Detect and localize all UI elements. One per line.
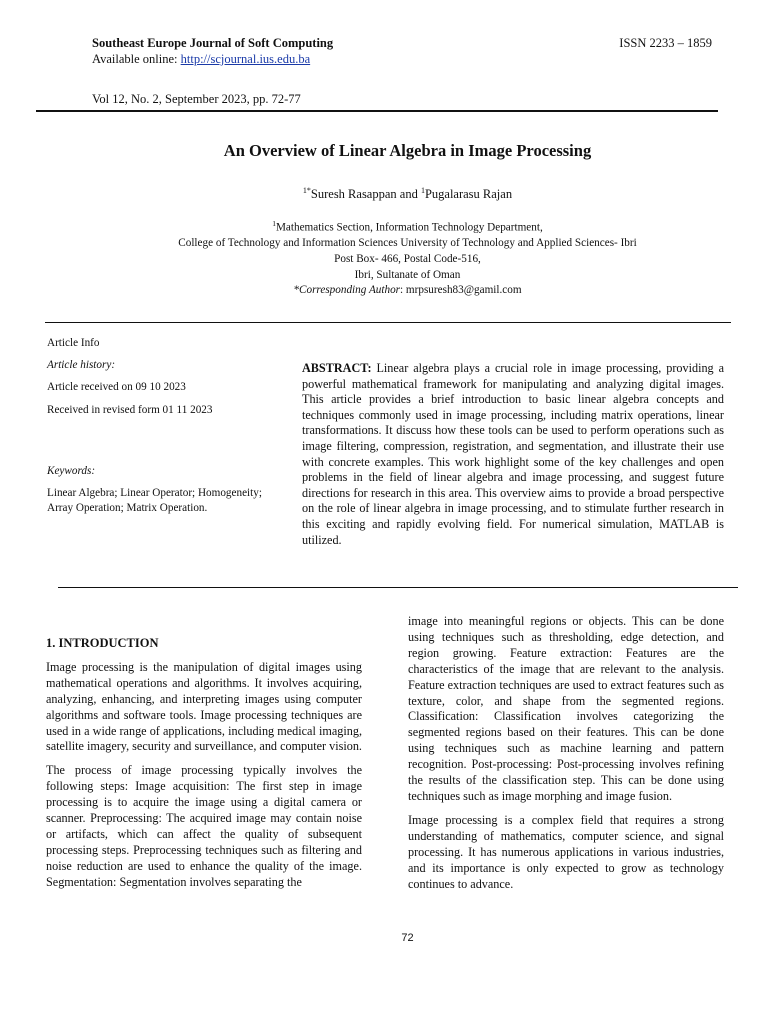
- affil-sup: 1: [272, 219, 276, 228]
- corr-label: *Corresponding Author: [293, 284, 401, 297]
- article-revised: Received in revised form 01 11 2023: [47, 404, 213, 416]
- intro-paragraph-3: image into meaningful regions or objects. This can be done using techniques such as thresholding, edge detection, and region growing. Feature extraction: Features are the characteristics of the image that are relevant to the analysis. Feature extraction techniques are used to extract features such as texture, color, and shape from the segmented regions. Classification: Classification involves categorizing the segmented regions based on their features. This can be done using techniques such as machine learning and pattern recognition. Post-processing: Post-processing involves refining the results of the classification step. This can be done using techniques such as image morphing and image fusion.: [408, 614, 724, 803]
- affil-line3: Post Box- 466, Postal Code-516,: [334, 252, 481, 265]
- info-divider-bottom: [58, 587, 738, 588]
- article-history-label: Article history:: [47, 359, 116, 371]
- affiliation: [0, 216, 770, 299]
- intro-paragraph-2: The process of image processing typically involves the following steps: Image acquisition: The first step in image processing is to acquire the image using a digital camera or scanner. Preprocessing: The acquired image may contain noise or artifacts, which can affect the quality of subsequent processing steps. Preprocessing techniques such as filtering and noise reduction are used to enhance the quality of the image. Segmentation: Segmentation involves separating the: [46, 763, 362, 889]
- paper-title: An Overview of Linear Algebra in Image Processing: [223, 141, 592, 160]
- abstract: [302, 361, 724, 548]
- right-column: [408, 614, 724, 900]
- corr-email: : mrpsuresh83@gamil.com: [400, 284, 522, 297]
- keywords-label: Keywords:: [47, 465, 96, 477]
- page-number: 72: [401, 932, 414, 944]
- journal-name: Southeast Europe Journal of Soft Computing: [92, 36, 334, 50]
- author1-name: Suresh Rasappan and: [310, 187, 421, 202]
- affil-line2: College of Technology and Information Sciences University of Technology and Applied Sciences- Ibri: [178, 237, 637, 250]
- section-heading-introduction: 1. INTRODUCTION: [46, 636, 159, 650]
- intro-paragraph-4: Image processing is a complex field that requires a strong understanding of mathematics, computer science, and signal processing. It has numerous applications in various industries, and its importance is only expected to grow as technology continues to advance.: [408, 812, 724, 891]
- keywords-list: Linear Algebra; Linear Operator; Homogeneity; Array Operation; Matrix Operation.: [47, 487, 262, 514]
- article-received: Article received on 09 10 2023: [47, 381, 186, 393]
- journal-url-link[interactable]: http://scjournal.ius.edu.ba: [180, 52, 311, 66]
- intro-paragraph-1: Image processing is the manipulation of digital images using mathematical operations and algorithms. It involves acquiring, analyzing, enhancing, and interpreting images using computer algorithms and software tools. Image processing techniques are used in a wide range of applications, including medical imaging, satellite imagery, security and surveillance, and computer vision.: [46, 659, 362, 754]
- volume-info: Vol 12, No. 2, September 2023, pp. 72-77: [92, 92, 301, 106]
- left-column: [46, 636, 362, 899]
- article-info: [47, 336, 287, 516]
- header-divider: [36, 110, 718, 112]
- author2-name: Pugalarasu Rajan: [424, 187, 513, 202]
- available-label: Available online:: [92, 52, 181, 66]
- info-divider-top: [45, 322, 731, 323]
- author1-sup: 1*: [302, 186, 311, 195]
- affil-line4: Ibri, Sultanate of Oman: [354, 268, 461, 281]
- abstract-label: ABSTRACT:: [302, 361, 372, 375]
- authors: [0, 186, 770, 202]
- abstract-text: Linear algebra plays a crucial role in image processing, providing a powerful mathematical framework for manipulating and analyzing digital images. This article provides a brief introduction to basic linear algebra concepts and techniques commonly used in image processing, including matrix operations, linear transformations. It discuss how these tools can be used to perform operations such as image filtering, compression, registration, and segmentation, and illustrate their use with concrete examples. This work highlight some of the key challenges and open problems in the field of linear algebra and image processing, and suggest future directions for research in this area. This overview aims to provide a broad perspective on the role of linear algebra in image processing, and to stimulate further research in this exciting and rapidly evolving field. For numerical simulation, MATLAB is utilized.: [302, 361, 724, 547]
- author2-sup: 1: [420, 186, 425, 195]
- issn: ISSN 2233 – 1859: [619, 36, 712, 50]
- available-online: [92, 52, 310, 67]
- article-info-heading: Article Info: [47, 337, 100, 349]
- affil-line1: Mathematics Section, Information Technology Department,: [275, 221, 543, 234]
